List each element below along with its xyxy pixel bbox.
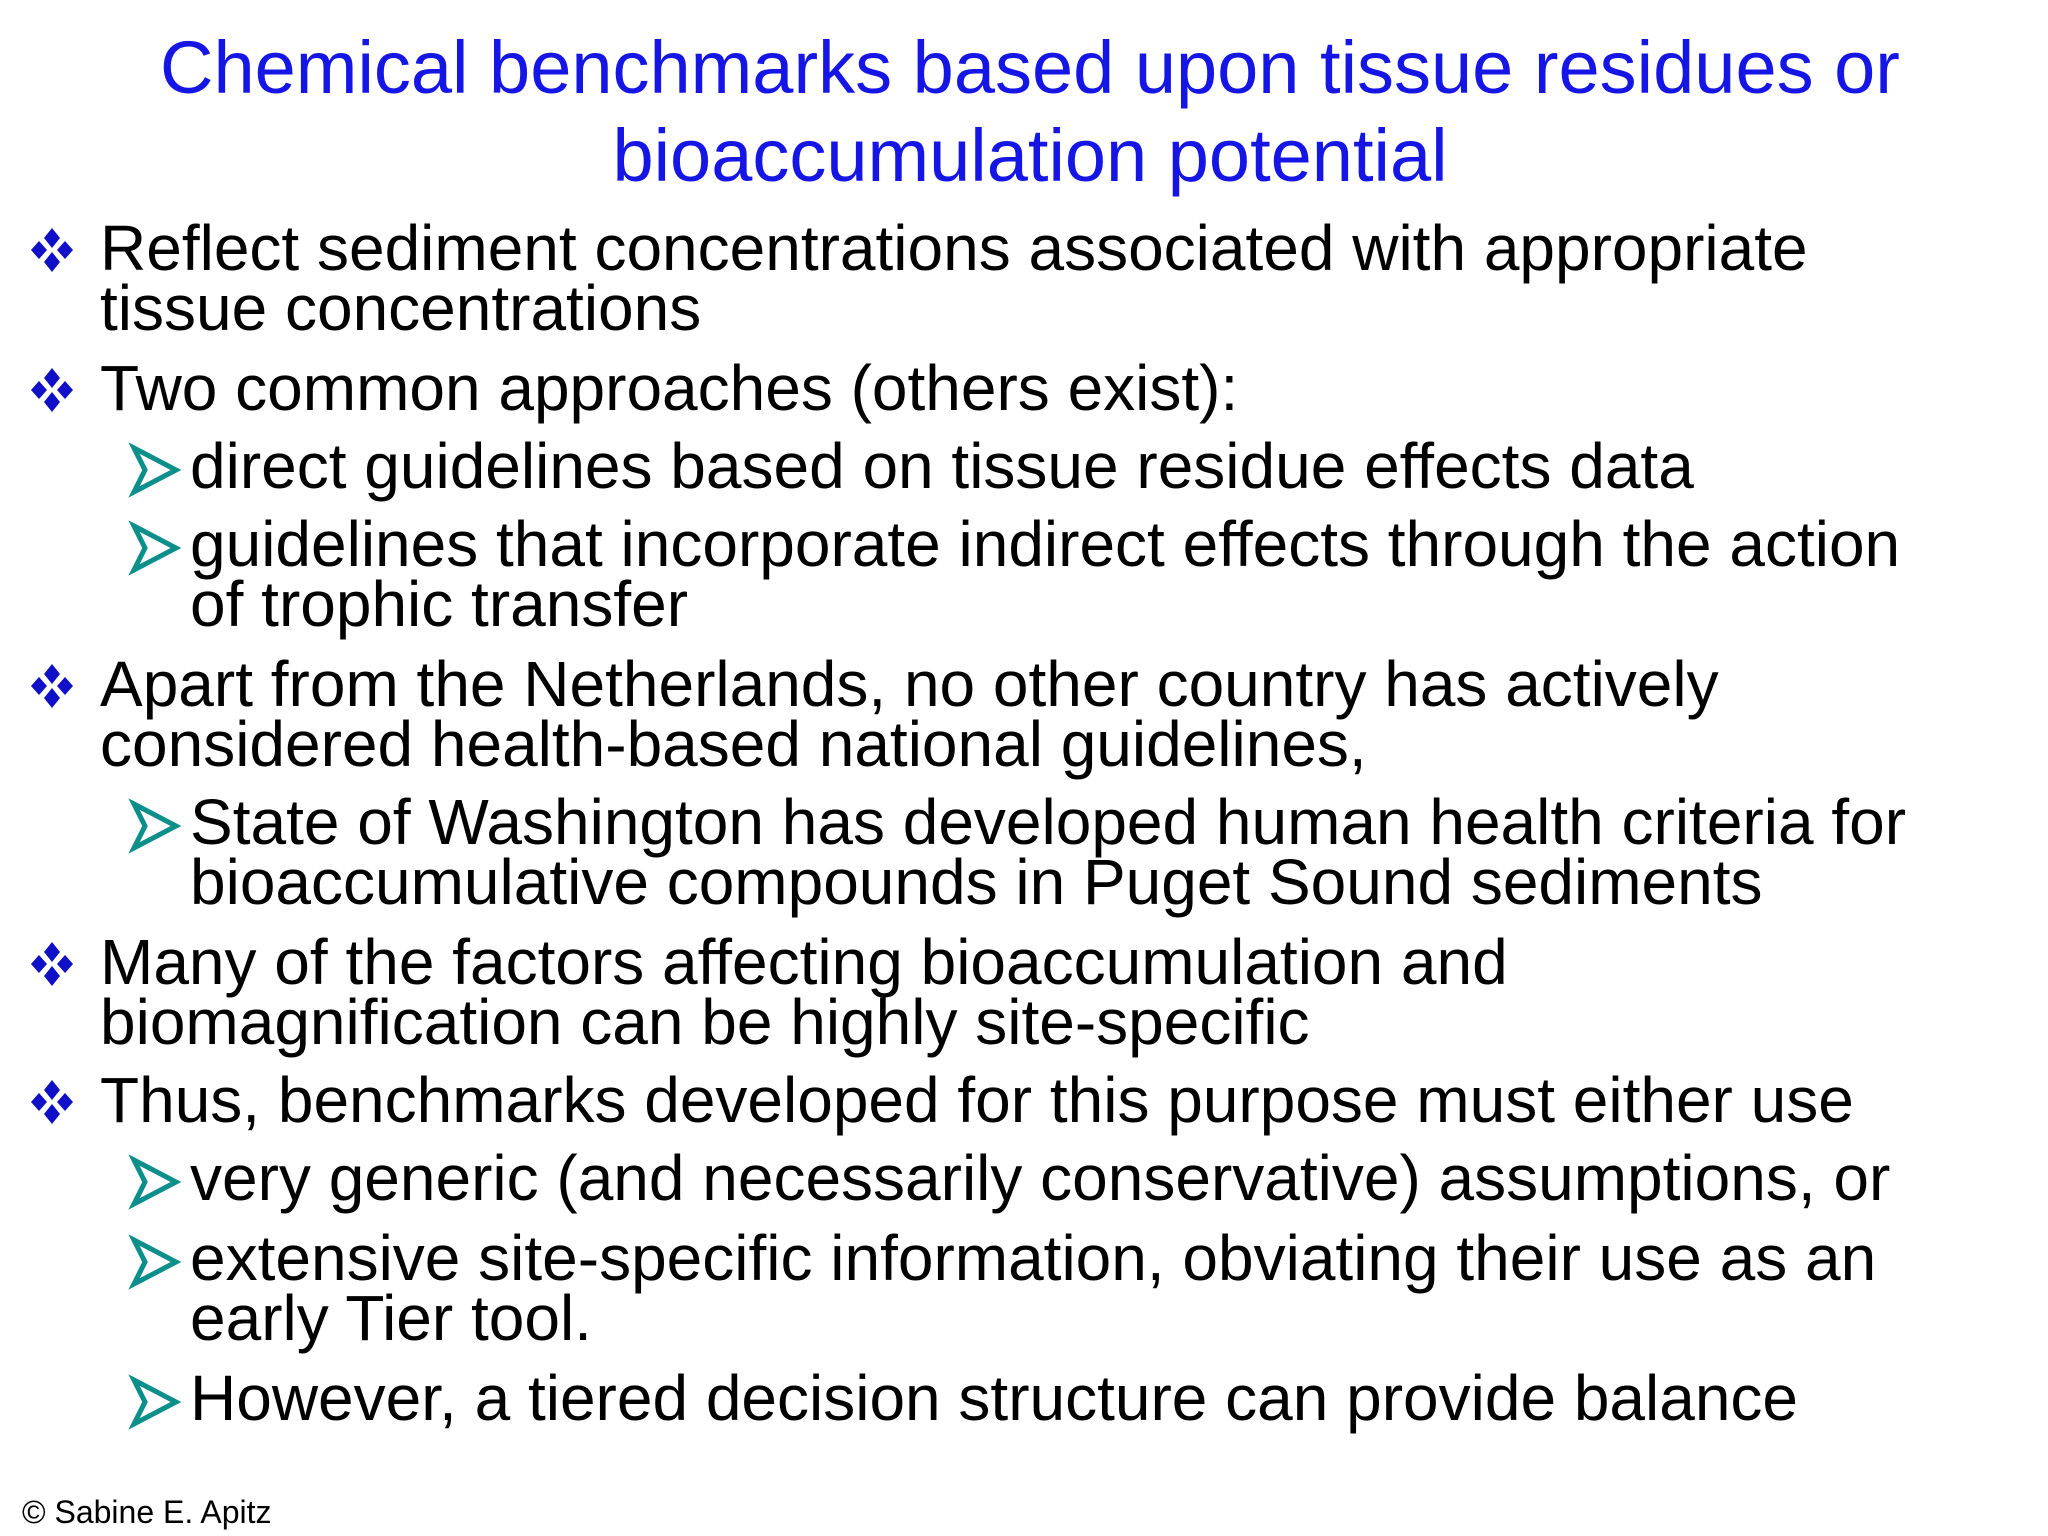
bullet-item [100, 352, 1239, 424]
bullet-text-line: guidelines that incorporate indirect effects through the action [190, 508, 1901, 580]
bullet-text-line: tissue concentrations [100, 272, 702, 344]
bullet-text-line: Apart from the Netherlands, no other country has actively [100, 648, 1719, 720]
four-diamond-bullet-icon [22, 360, 82, 420]
bullet-text-line: early Tier tool. [190, 1282, 592, 1354]
four-diamond-bullet-icon [22, 1072, 82, 1132]
bullet-text-line: State of Washington has developed human health criteria for [190, 786, 1906, 858]
sub-bullet-item [190, 430, 1694, 502]
sub-bullet-item [190, 1362, 1798, 1434]
bullet-text-line: Many of the factors affecting bioaccumulation and [100, 926, 1508, 998]
sub-bullet-item [190, 786, 1906, 918]
title-line-1: Chemical benchmarks based upon tissue residues or [160, 26, 1900, 109]
four-diamond-bullet-icon [22, 656, 82, 716]
sub-bullet-item [190, 1222, 1877, 1354]
bullet-item [100, 648, 1719, 780]
sub-bullet-item [190, 508, 1901, 640]
arrowhead-bullet-icon [126, 1232, 186, 1292]
arrowhead-bullet-icon [126, 440, 186, 500]
bullet-text-line: very generic (and necessarily conservative) assumptions, or [190, 1142, 1891, 1214]
arrowhead-bullet-icon [126, 1152, 186, 1212]
bullet-text-line: Thus, benchmarks developed for this purpose must either use [100, 1064, 1854, 1136]
bullet-text-line: considered health-based national guidelines, [100, 708, 1367, 780]
bullet-text-line: extensive site-specific information, obviating their use as an [190, 1222, 1877, 1294]
bullet-text-line: biomagnification can be highly site-specific [100, 986, 1310, 1058]
bullet-text-line: Two common approaches (others exist): [100, 352, 1239, 424]
arrowhead-bullet-icon [126, 518, 186, 578]
arrowhead-bullet-icon [126, 796, 186, 856]
bullet-text-line: Reflect sediment concentrations associated with appropriate [100, 212, 1808, 284]
bullet-item [100, 1064, 1854, 1136]
bullet-text-line: direct guidelines based on tissue residue effects data [190, 430, 1694, 502]
four-diamond-bullet-icon [22, 934, 82, 994]
bullet-text-line: bioaccumulative compounds in Puget Sound sediments [190, 846, 1763, 918]
bullet-text-line: of trophic transfer [190, 568, 688, 640]
four-diamond-bullet-icon [22, 220, 82, 280]
bullet-item [100, 212, 1808, 344]
arrowhead-bullet-icon [126, 1372, 186, 1432]
sub-bullet-item [190, 1142, 1891, 1214]
bullet-text-line: However, a tiered decision structure can provide balance [190, 1362, 1798, 1434]
bullet-item [100, 926, 1508, 1058]
title-line-2: bioaccumulation potential [612, 114, 1448, 197]
copyright-notice: © Sabine E. Apitz [22, 1494, 272, 1530]
